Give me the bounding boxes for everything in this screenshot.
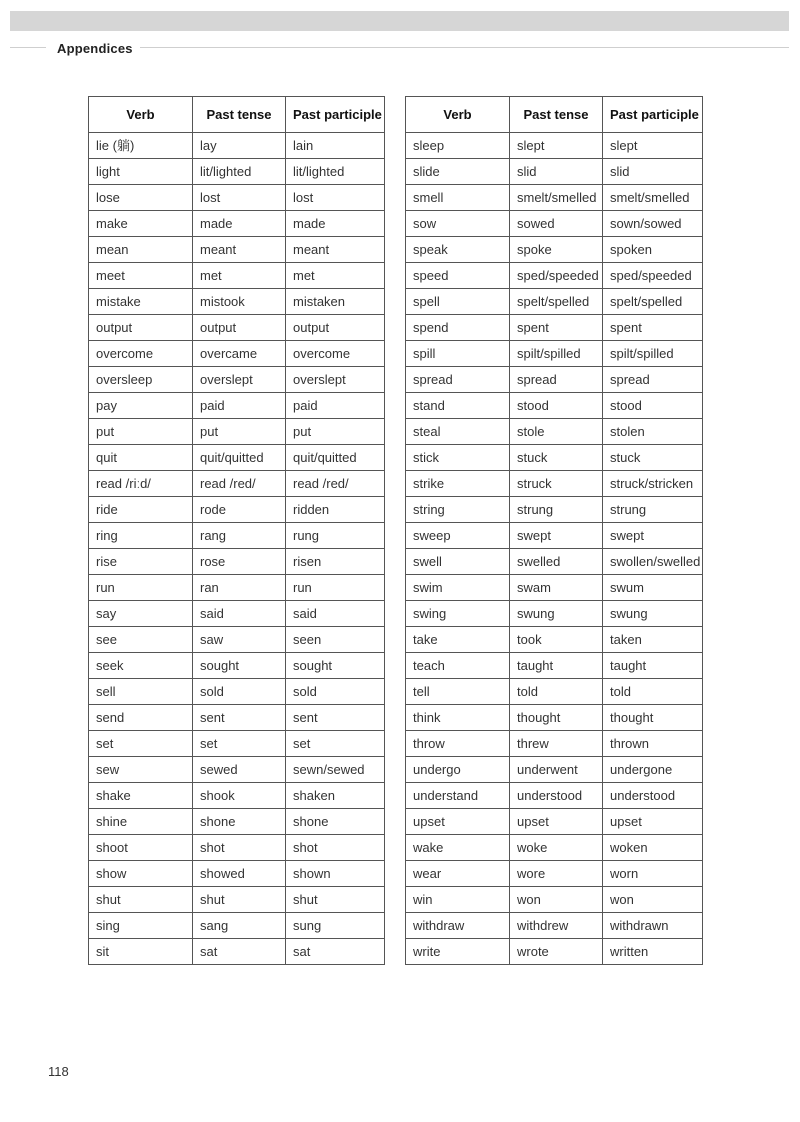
- verb-cell: strike: [406, 471, 510, 497]
- table-row: [406, 653, 703, 679]
- table-row: [406, 263, 703, 289]
- past-tense-cell: quit/quitted: [193, 445, 286, 471]
- verb-cell: sell: [89, 679, 193, 705]
- past-tense-cell: swam: [510, 575, 603, 601]
- verb-cell: make: [89, 211, 193, 237]
- past-participle-cell: taught: [603, 653, 703, 679]
- verb-cell: write: [406, 939, 510, 965]
- verb-cell: take: [406, 627, 510, 653]
- table-row: [406, 237, 703, 263]
- past-participle-cell: sent: [286, 705, 385, 731]
- table-row: [89, 601, 385, 627]
- past-participle-cell: told: [603, 679, 703, 705]
- past-participle-cell: shut: [286, 887, 385, 913]
- verb-cell: smell: [406, 185, 510, 211]
- table-row: [406, 549, 703, 575]
- table-header-row: [406, 97, 703, 133]
- past-participle-cell: spilt/spilled: [603, 341, 703, 367]
- table-row: [406, 445, 703, 471]
- verb-cell: pay: [89, 393, 193, 419]
- table-row: [406, 185, 703, 211]
- table-row: [89, 341, 385, 367]
- verb-cell: slide: [406, 159, 510, 185]
- past-tense-cell: shot: [193, 835, 286, 861]
- verb-cell: sew: [89, 757, 193, 783]
- verb-cell: throw: [406, 731, 510, 757]
- verb-cell: withdraw: [406, 913, 510, 939]
- column-header-past-tense: Past tense: [510, 97, 603, 133]
- verb-cell: overcome: [89, 341, 193, 367]
- past-tense-cell: said: [193, 601, 286, 627]
- past-tense-cell: swelled: [510, 549, 603, 575]
- verb-cell: sow: [406, 211, 510, 237]
- past-tense-cell: sped/speeded: [510, 263, 603, 289]
- verb-cell: speed: [406, 263, 510, 289]
- verb-cell: lie (躺): [89, 133, 193, 159]
- table-row: [406, 341, 703, 367]
- past-participle-cell: withdrawn: [603, 913, 703, 939]
- verb-cell: mean: [89, 237, 193, 263]
- past-tense-cell: smelt/smelled: [510, 185, 603, 211]
- past-tense-cell: output: [193, 315, 286, 341]
- verb-cell: shake: [89, 783, 193, 809]
- past-participle-cell: sat: [286, 939, 385, 965]
- table-row: [406, 783, 703, 809]
- verb-cell: spend: [406, 315, 510, 341]
- table-row: [89, 471, 385, 497]
- past-tense-cell: stuck: [510, 445, 603, 471]
- past-participle-cell: said: [286, 601, 385, 627]
- past-tense-cell: slept: [510, 133, 603, 159]
- page-number: 118: [48, 1064, 69, 1079]
- table-row: [406, 315, 703, 341]
- past-participle-cell: slid: [603, 159, 703, 185]
- past-tense-cell: met: [193, 263, 286, 289]
- past-participle-cell: smelt/smelled: [603, 185, 703, 211]
- past-tense-cell: sang: [193, 913, 286, 939]
- verb-cell: tell: [406, 679, 510, 705]
- table-row: [406, 913, 703, 939]
- verb-cell: swell: [406, 549, 510, 575]
- verb-cell: teach: [406, 653, 510, 679]
- header-rule: [140, 47, 789, 48]
- verb-cell: swim: [406, 575, 510, 601]
- verb-cell: undergo: [406, 757, 510, 783]
- past-tense-cell: spelt/spelled: [510, 289, 603, 315]
- past-tense-cell: showed: [193, 861, 286, 887]
- past-participle-cell: written: [603, 939, 703, 965]
- table-row: [89, 445, 385, 471]
- verb-cell: meet: [89, 263, 193, 289]
- past-participle-cell: spelt/spelled: [603, 289, 703, 315]
- past-tense-cell: meant: [193, 237, 286, 263]
- past-participle-cell: sought: [286, 653, 385, 679]
- table-row: [89, 913, 385, 939]
- past-tense-cell: spilt/spilled: [510, 341, 603, 367]
- verb-cell: quit: [89, 445, 193, 471]
- past-tense-cell: woke: [510, 835, 603, 861]
- past-participle-cell: sung: [286, 913, 385, 939]
- past-tense-cell: withdrew: [510, 913, 603, 939]
- column-header-verb: Verb: [89, 97, 193, 133]
- table-row: [89, 731, 385, 757]
- table-row: [89, 939, 385, 965]
- past-participle-cell: stuck: [603, 445, 703, 471]
- past-tense-cell: won: [510, 887, 603, 913]
- past-participle-cell: worn: [603, 861, 703, 887]
- table-row: [406, 133, 703, 159]
- verb-cell: understand: [406, 783, 510, 809]
- past-participle-cell: lost: [286, 185, 385, 211]
- past-participle-cell: paid: [286, 393, 385, 419]
- past-participle-cell: seen: [286, 627, 385, 653]
- verb-cell: mistake: [89, 289, 193, 315]
- past-participle-cell: lain: [286, 133, 385, 159]
- past-participle-cell: made: [286, 211, 385, 237]
- verb-cell: wear: [406, 861, 510, 887]
- past-tense-cell: upset: [510, 809, 603, 835]
- past-participle-cell: struck/stricken: [603, 471, 703, 497]
- past-participle-cell: shaken: [286, 783, 385, 809]
- verb-cell: seek: [89, 653, 193, 679]
- past-participle-cell: run: [286, 575, 385, 601]
- table-row: [89, 809, 385, 835]
- past-tense-cell: swung: [510, 601, 603, 627]
- table-row: [89, 133, 385, 159]
- verb-cell: run: [89, 575, 193, 601]
- table-row: [406, 497, 703, 523]
- verb-cell: oversleep: [89, 367, 193, 393]
- past-participle-cell: risen: [286, 549, 385, 575]
- verb-cell: lose: [89, 185, 193, 211]
- table-row: [406, 419, 703, 445]
- past-tense-cell: sent: [193, 705, 286, 731]
- verb-cell: sweep: [406, 523, 510, 549]
- table-row: [89, 185, 385, 211]
- table-row: [406, 939, 703, 965]
- past-participle-cell: overslept: [286, 367, 385, 393]
- table-header-row: [89, 97, 385, 133]
- past-tense-cell: mistook: [193, 289, 286, 315]
- verb-cell: ride: [89, 497, 193, 523]
- verb-cell: rise: [89, 549, 193, 575]
- past-tense-cell: rode: [193, 497, 286, 523]
- past-participle-cell: undergone: [603, 757, 703, 783]
- table-row: [89, 575, 385, 601]
- past-participle-cell: met: [286, 263, 385, 289]
- table-row: [406, 627, 703, 653]
- past-participle-cell: stolen: [603, 419, 703, 445]
- section-title: Appendices: [57, 41, 133, 56]
- past-tense-cell: sat: [193, 939, 286, 965]
- verb-cell: light: [89, 159, 193, 185]
- past-tense-cell: ran: [193, 575, 286, 601]
- past-participle-cell: ridden: [286, 497, 385, 523]
- past-participle-cell: set: [286, 731, 385, 757]
- table-row: [89, 705, 385, 731]
- table-row: [89, 861, 385, 887]
- verb-cell: stand: [406, 393, 510, 419]
- verb-cell: spell: [406, 289, 510, 315]
- past-tense-cell: slid: [510, 159, 603, 185]
- table-row: [89, 783, 385, 809]
- table-row: [406, 367, 703, 393]
- past-tense-cell: struck: [510, 471, 603, 497]
- verb-cell: show: [89, 861, 193, 887]
- table-row: [406, 835, 703, 861]
- past-participle-cell: lit/lighted: [286, 159, 385, 185]
- past-tense-cell: shut: [193, 887, 286, 913]
- past-tense-cell: shone: [193, 809, 286, 835]
- past-participle-cell: swum: [603, 575, 703, 601]
- past-tense-cell: understood: [510, 783, 603, 809]
- table-row: [89, 237, 385, 263]
- past-participle-cell: swollen/swelled: [603, 549, 703, 575]
- table-row: [89, 627, 385, 653]
- past-tense-cell: taught: [510, 653, 603, 679]
- past-tense-cell: strung: [510, 497, 603, 523]
- table-row: [89, 393, 385, 419]
- table-row: [406, 757, 703, 783]
- verb-cell: read /riːd/: [89, 471, 193, 497]
- table-row: [406, 289, 703, 315]
- past-participle-cell: strung: [603, 497, 703, 523]
- verb-cell: sit: [89, 939, 193, 965]
- past-participle-cell: mistaken: [286, 289, 385, 315]
- table-row: [406, 211, 703, 237]
- past-participle-cell: upset: [603, 809, 703, 835]
- past-tense-cell: stood: [510, 393, 603, 419]
- past-participle-cell: spent: [603, 315, 703, 341]
- past-participle-cell: quit/quitted: [286, 445, 385, 471]
- verb-cell: shine: [89, 809, 193, 835]
- table-row: [406, 393, 703, 419]
- verb-cell: output: [89, 315, 193, 341]
- past-tense-cell: made: [193, 211, 286, 237]
- past-participle-cell: output: [286, 315, 385, 341]
- past-participle-cell: thrown: [603, 731, 703, 757]
- verb-cell: spill: [406, 341, 510, 367]
- past-participle-cell: stood: [603, 393, 703, 419]
- verb-table-right: [405, 96, 703, 965]
- table-row: [89, 523, 385, 549]
- past-tense-cell: sought: [193, 653, 286, 679]
- verb-cell: sing: [89, 913, 193, 939]
- past-tense-cell: lost: [193, 185, 286, 211]
- past-participle-cell: overcome: [286, 341, 385, 367]
- table-row: [89, 159, 385, 185]
- verb-cell: see: [89, 627, 193, 653]
- past-tense-cell: put: [193, 419, 286, 445]
- past-participle-cell: sped/speeded: [603, 263, 703, 289]
- past-tense-cell: swept: [510, 523, 603, 549]
- past-tense-cell: set: [193, 731, 286, 757]
- past-tense-cell: told: [510, 679, 603, 705]
- column-header-past-tense: Past tense: [193, 97, 286, 133]
- verb-cell: shut: [89, 887, 193, 913]
- past-tense-cell: paid: [193, 393, 286, 419]
- verb-cell: upset: [406, 809, 510, 835]
- past-tense-cell: shook: [193, 783, 286, 809]
- table-row: [89, 263, 385, 289]
- past-tense-cell: wrote: [510, 939, 603, 965]
- table-row: [89, 211, 385, 237]
- past-tense-cell: underwent: [510, 757, 603, 783]
- table-row: [89, 315, 385, 341]
- past-tense-cell: rang: [193, 523, 286, 549]
- past-tense-cell: thought: [510, 705, 603, 731]
- verb-cell: steal: [406, 419, 510, 445]
- past-tense-cell: sowed: [510, 211, 603, 237]
- verb-cell: think: [406, 705, 510, 731]
- past-participle-cell: meant: [286, 237, 385, 263]
- verb-cell: shoot: [89, 835, 193, 861]
- table-row: [89, 419, 385, 445]
- table-row: [89, 887, 385, 913]
- table-row: [89, 757, 385, 783]
- table-row: [406, 679, 703, 705]
- past-participle-cell: read /red/: [286, 471, 385, 497]
- verb-cell: say: [89, 601, 193, 627]
- table-row: [89, 367, 385, 393]
- table-row: [89, 289, 385, 315]
- past-tense-cell: spread: [510, 367, 603, 393]
- verb-cell: string: [406, 497, 510, 523]
- past-tense-cell: took: [510, 627, 603, 653]
- table-row: [89, 653, 385, 679]
- table-row: [89, 549, 385, 575]
- past-tense-cell: saw: [193, 627, 286, 653]
- table-row: [406, 861, 703, 887]
- past-participle-cell: taken: [603, 627, 703, 653]
- past-tense-cell: spent: [510, 315, 603, 341]
- past-tense-cell: lay: [193, 133, 286, 159]
- past-tense-cell: sold: [193, 679, 286, 705]
- table-row: [406, 887, 703, 913]
- past-participle-cell: thought: [603, 705, 703, 731]
- verb-cell: put: [89, 419, 193, 445]
- past-tense-cell: stole: [510, 419, 603, 445]
- table-row: [406, 809, 703, 835]
- header-rule: [10, 47, 46, 48]
- verb-cell: spread: [406, 367, 510, 393]
- verb-cell: speak: [406, 237, 510, 263]
- past-tense-cell: wore: [510, 861, 603, 887]
- past-participle-cell: sold: [286, 679, 385, 705]
- past-tense-cell: rose: [193, 549, 286, 575]
- past-participle-cell: sown/sowed: [603, 211, 703, 237]
- table-row: [89, 679, 385, 705]
- past-tense-cell: spoke: [510, 237, 603, 263]
- past-tense-cell: threw: [510, 731, 603, 757]
- past-tense-cell: sewed: [193, 757, 286, 783]
- table-row: [406, 575, 703, 601]
- past-participle-cell: shone: [286, 809, 385, 835]
- verb-cell: swing: [406, 601, 510, 627]
- table-row: [406, 159, 703, 185]
- past-participle-cell: shown: [286, 861, 385, 887]
- past-participle-cell: swung: [603, 601, 703, 627]
- past-participle-cell: understood: [603, 783, 703, 809]
- past-participle-cell: won: [603, 887, 703, 913]
- column-header-verb: Verb: [406, 97, 510, 133]
- past-participle-cell: spread: [603, 367, 703, 393]
- past-tense-cell: overcame: [193, 341, 286, 367]
- past-participle-cell: slept: [603, 133, 703, 159]
- past-tense-cell: lit/lighted: [193, 159, 286, 185]
- verb-table-left: [88, 96, 385, 965]
- past-participle-cell: sewn/sewed: [286, 757, 385, 783]
- table-row: [406, 471, 703, 497]
- past-participle-cell: put: [286, 419, 385, 445]
- table-row: [89, 835, 385, 861]
- verb-cell: set: [89, 731, 193, 757]
- past-participle-cell: rung: [286, 523, 385, 549]
- table-row: [406, 523, 703, 549]
- past-tense-cell: overslept: [193, 367, 286, 393]
- past-participle-cell: swept: [603, 523, 703, 549]
- column-header-past-participle: Past participle: [286, 97, 385, 133]
- verb-cell: stick: [406, 445, 510, 471]
- past-participle-cell: spoken: [603, 237, 703, 263]
- verb-cell: sleep: [406, 133, 510, 159]
- verb-cell: send: [89, 705, 193, 731]
- verb-cell: wake: [406, 835, 510, 861]
- header-bar: [10, 11, 789, 31]
- table-row: [406, 731, 703, 757]
- past-participle-cell: woken: [603, 835, 703, 861]
- past-tense-cell: read /red/: [193, 471, 286, 497]
- table-row: [406, 601, 703, 627]
- column-header-past-participle: Past participle: [603, 97, 703, 133]
- verb-cell: win: [406, 887, 510, 913]
- table-row: [406, 705, 703, 731]
- table-row: [89, 497, 385, 523]
- past-participle-cell: shot: [286, 835, 385, 861]
- verb-cell: ring: [89, 523, 193, 549]
